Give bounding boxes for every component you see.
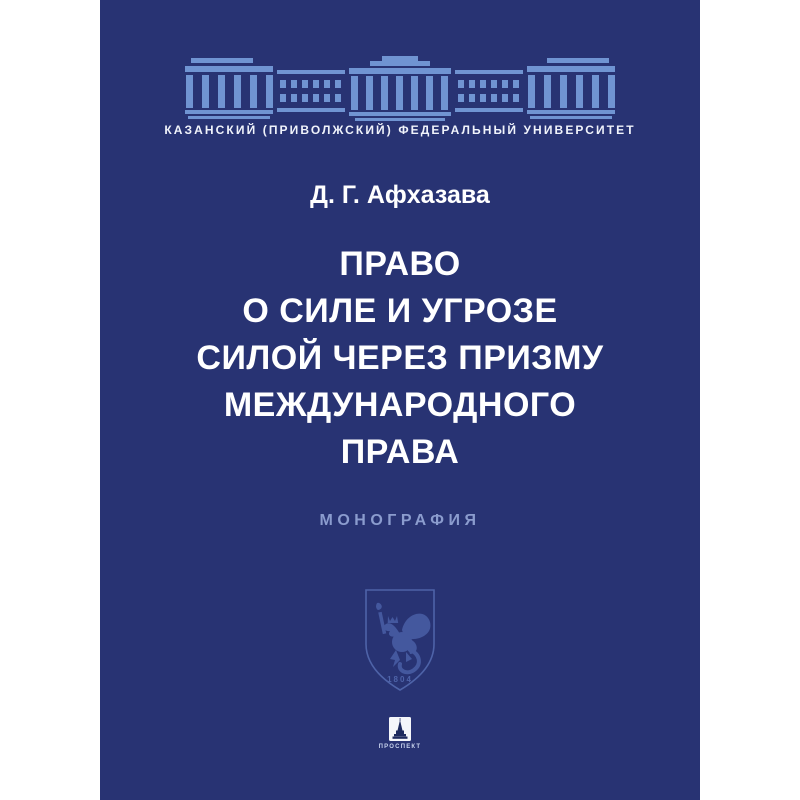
title-line: ПРАВА: [340, 433, 460, 471]
university-name-label: КАЗАНСКИЙ (ПРИВОЛЖСКИЙ) ФЕДЕРАЛЬНЫЙ УНИВЕРСИТЕТ: [164, 123, 636, 137]
zilant-dragon-shield-emblem-icon: [360, 586, 440, 696]
book-title: [100, 241, 700, 476]
university-building-icon: [185, 56, 615, 122]
title-line: ПРАВО: [339, 245, 461, 283]
publisher-tower-icon: [389, 717, 411, 741]
emblem-year: 1804: [387, 675, 413, 684]
book-cover: [100, 0, 700, 800]
author-name: Д. Г. Афхазава: [310, 181, 490, 209]
publisher-block: [100, 717, 700, 750]
monograph-label: МОНОГРАФИЯ: [319, 512, 481, 529]
title-line: О СИЛЕ И УГРОЗЕ: [242, 292, 558, 330]
title-line: МЕЖДУНАРОДНОГО: [223, 386, 577, 424]
publisher-name: ПРОСПЕКТ: [378, 744, 422, 750]
title-line: СИЛОЙ ЧЕРЕЗ ПРИЗМУ: [196, 339, 604, 377]
